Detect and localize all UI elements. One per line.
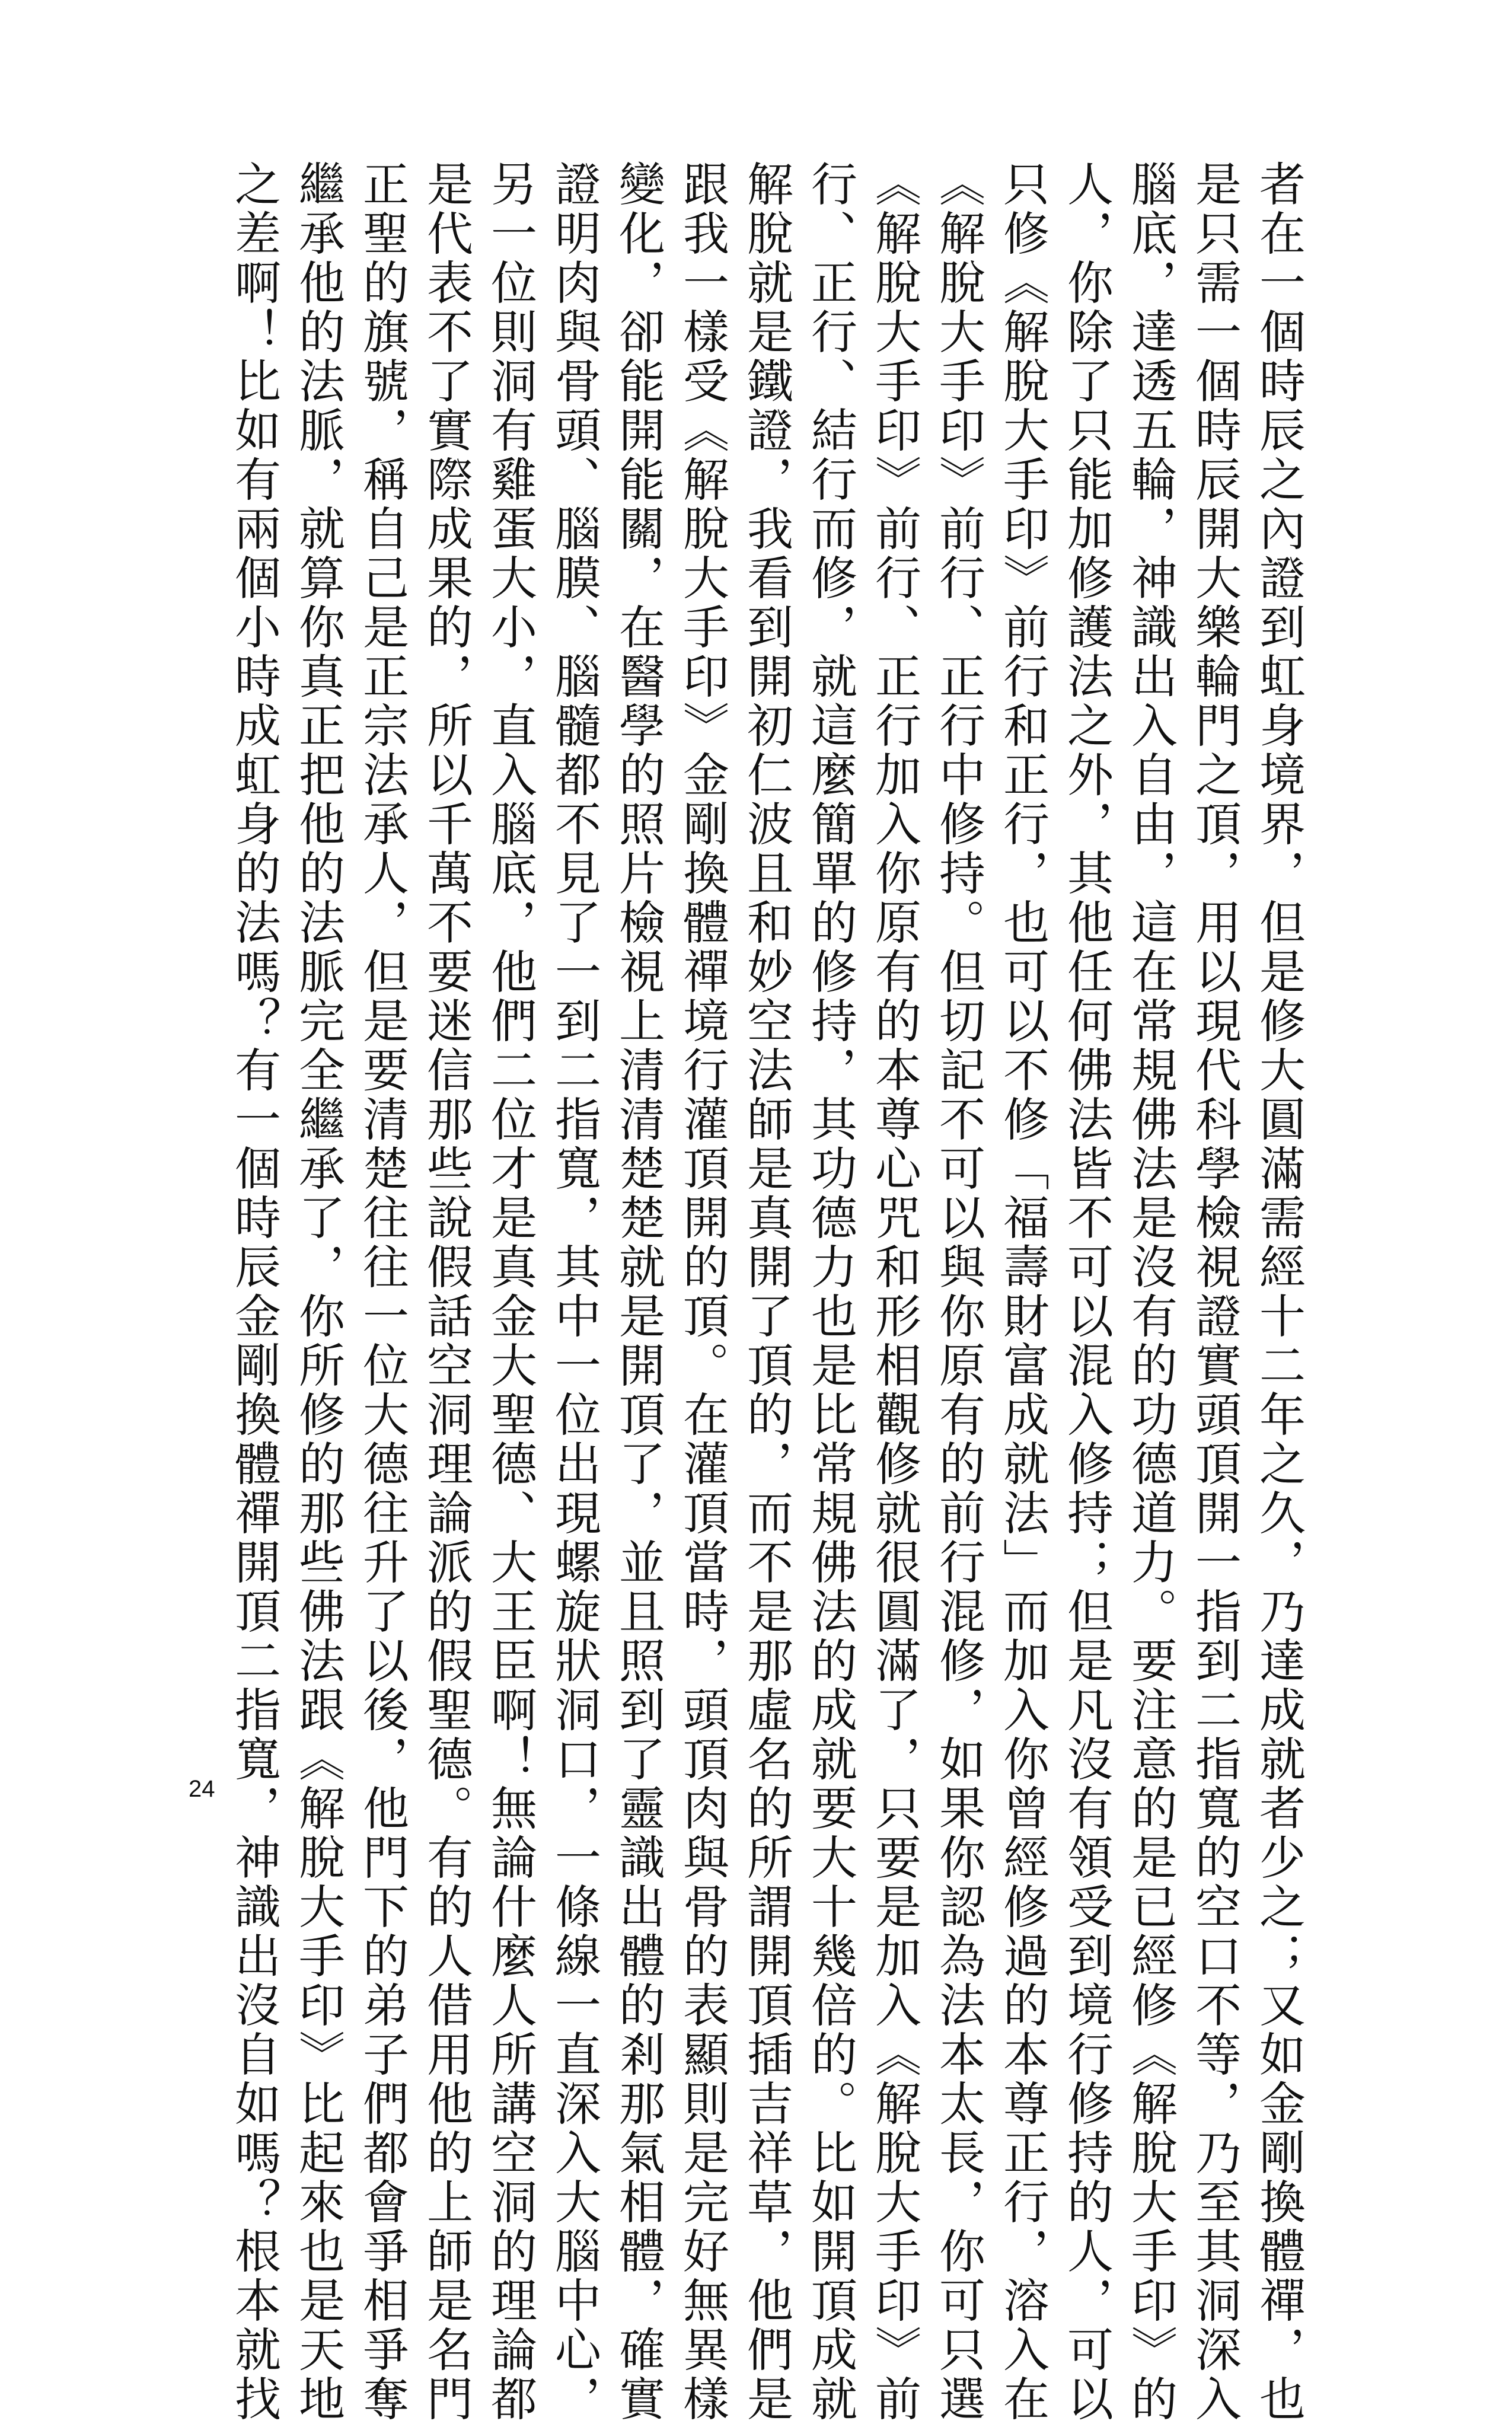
text-column-2: 是只需一個時辰開大樂輪門之頂，用以現代科學檢視證實頭頂開一指到二指寬的空口不等，乃至其洞深入 <box>1188 160 1241 2424</box>
text-column-3: 腦底，達透五輪，神識出入自由，這在常規佛法是沒有的功德道力。要注意的是已經修《解脫大手印》的 <box>1124 160 1177 2424</box>
text-column-16: 繼承他的法脈，就算你真正把他的法脈完全繼承了，你所修的那些佛法跟《解脫大手印》比起來也是天地 <box>291 160 344 2424</box>
text-column-10: 跟我一樣受《解脫大手印》金剛換體禪境行灌頂開的頂。在灌頂當時，頭頂肉與骨的表顯則是完好無異樣 <box>675 160 729 2424</box>
vertical-text-body <box>222 160 1310 2424</box>
text-column-14: 是代表不了實際成果的，所以千萬不要迷信那些說假話空洞理論派的假聖德。有的人借用他的上師是名門 <box>419 160 473 2424</box>
text-column-17: 之差啊！比如有兩個小時成虹身的法嗎？有一個時辰金剛換體禪開頂二指寬，神識出沒自如嗎？根本就找 <box>227 160 280 2424</box>
text-column-4: 人，你除了只能加修護法之外，其他任何佛法皆不可以混入修持；但是凡沒有領受到境行修持的人，可以 <box>1060 160 1113 2424</box>
text-column-13: 另一位則洞有雞蛋大小，直入腦底，他們二位才是真金大聖德、大王臣啊！無論什麼人所講空洞的理論都 <box>483 160 537 2424</box>
page-number: 24 <box>189 1776 215 1802</box>
text-column-1: 者在一個時辰之內證到虹身境界，但是修大圓滿需經十二年之久，乃達成就者少之；又如金剛換體禪，也 <box>1252 160 1305 2424</box>
text-column-15: 正聖的旗號，稱自己是正宗法承人，但是要清楚往往一位大德往升了以後，他門下的弟子們都會爭相爭奪 <box>355 160 409 2424</box>
text-column-5: 只修《解脫大手印》前行和正行，也可以不修「福壽財富成就法」而加入你曾經修過的本尊正行，溶入在 <box>996 160 1049 2424</box>
text-column-11: 變化，卻能開能關，在醫學的照片檢視上清清楚楚就是開頂了，並且照到了靈識出體的剎那氣相體，確實 <box>611 160 665 2424</box>
text-column-9: 解脫就是鐵證，我看到開初仁波且和妙空法師是真開了頂的，而不是那虛名的所謂開頂插吉祥草，他們是 <box>739 160 793 2424</box>
text-column-6: 《解脫大手印》前行、正行中修持。但切記不可以與你原有的前行混修，如果你認為法本太長，你可只選 <box>932 160 985 2424</box>
text-column-7: 《解脫大手印》前行、正行加入你原有的本尊心咒和形相觀修就很圓滿了，只要是加入《解脫大手印》前 <box>867 160 921 2424</box>
text-column-12: 證明肉與骨頭、腦膜、腦髓都不見了一到二指寬，其中一位出現螺旋狀洞口，一條線一直深入大腦中心， <box>547 160 601 2424</box>
text-column-8: 行、正行、結行而修，就這麼簡單的修持，其功德力也是比常規佛法的成就要大十幾倍的。比如開頂成就 <box>803 160 857 2424</box>
